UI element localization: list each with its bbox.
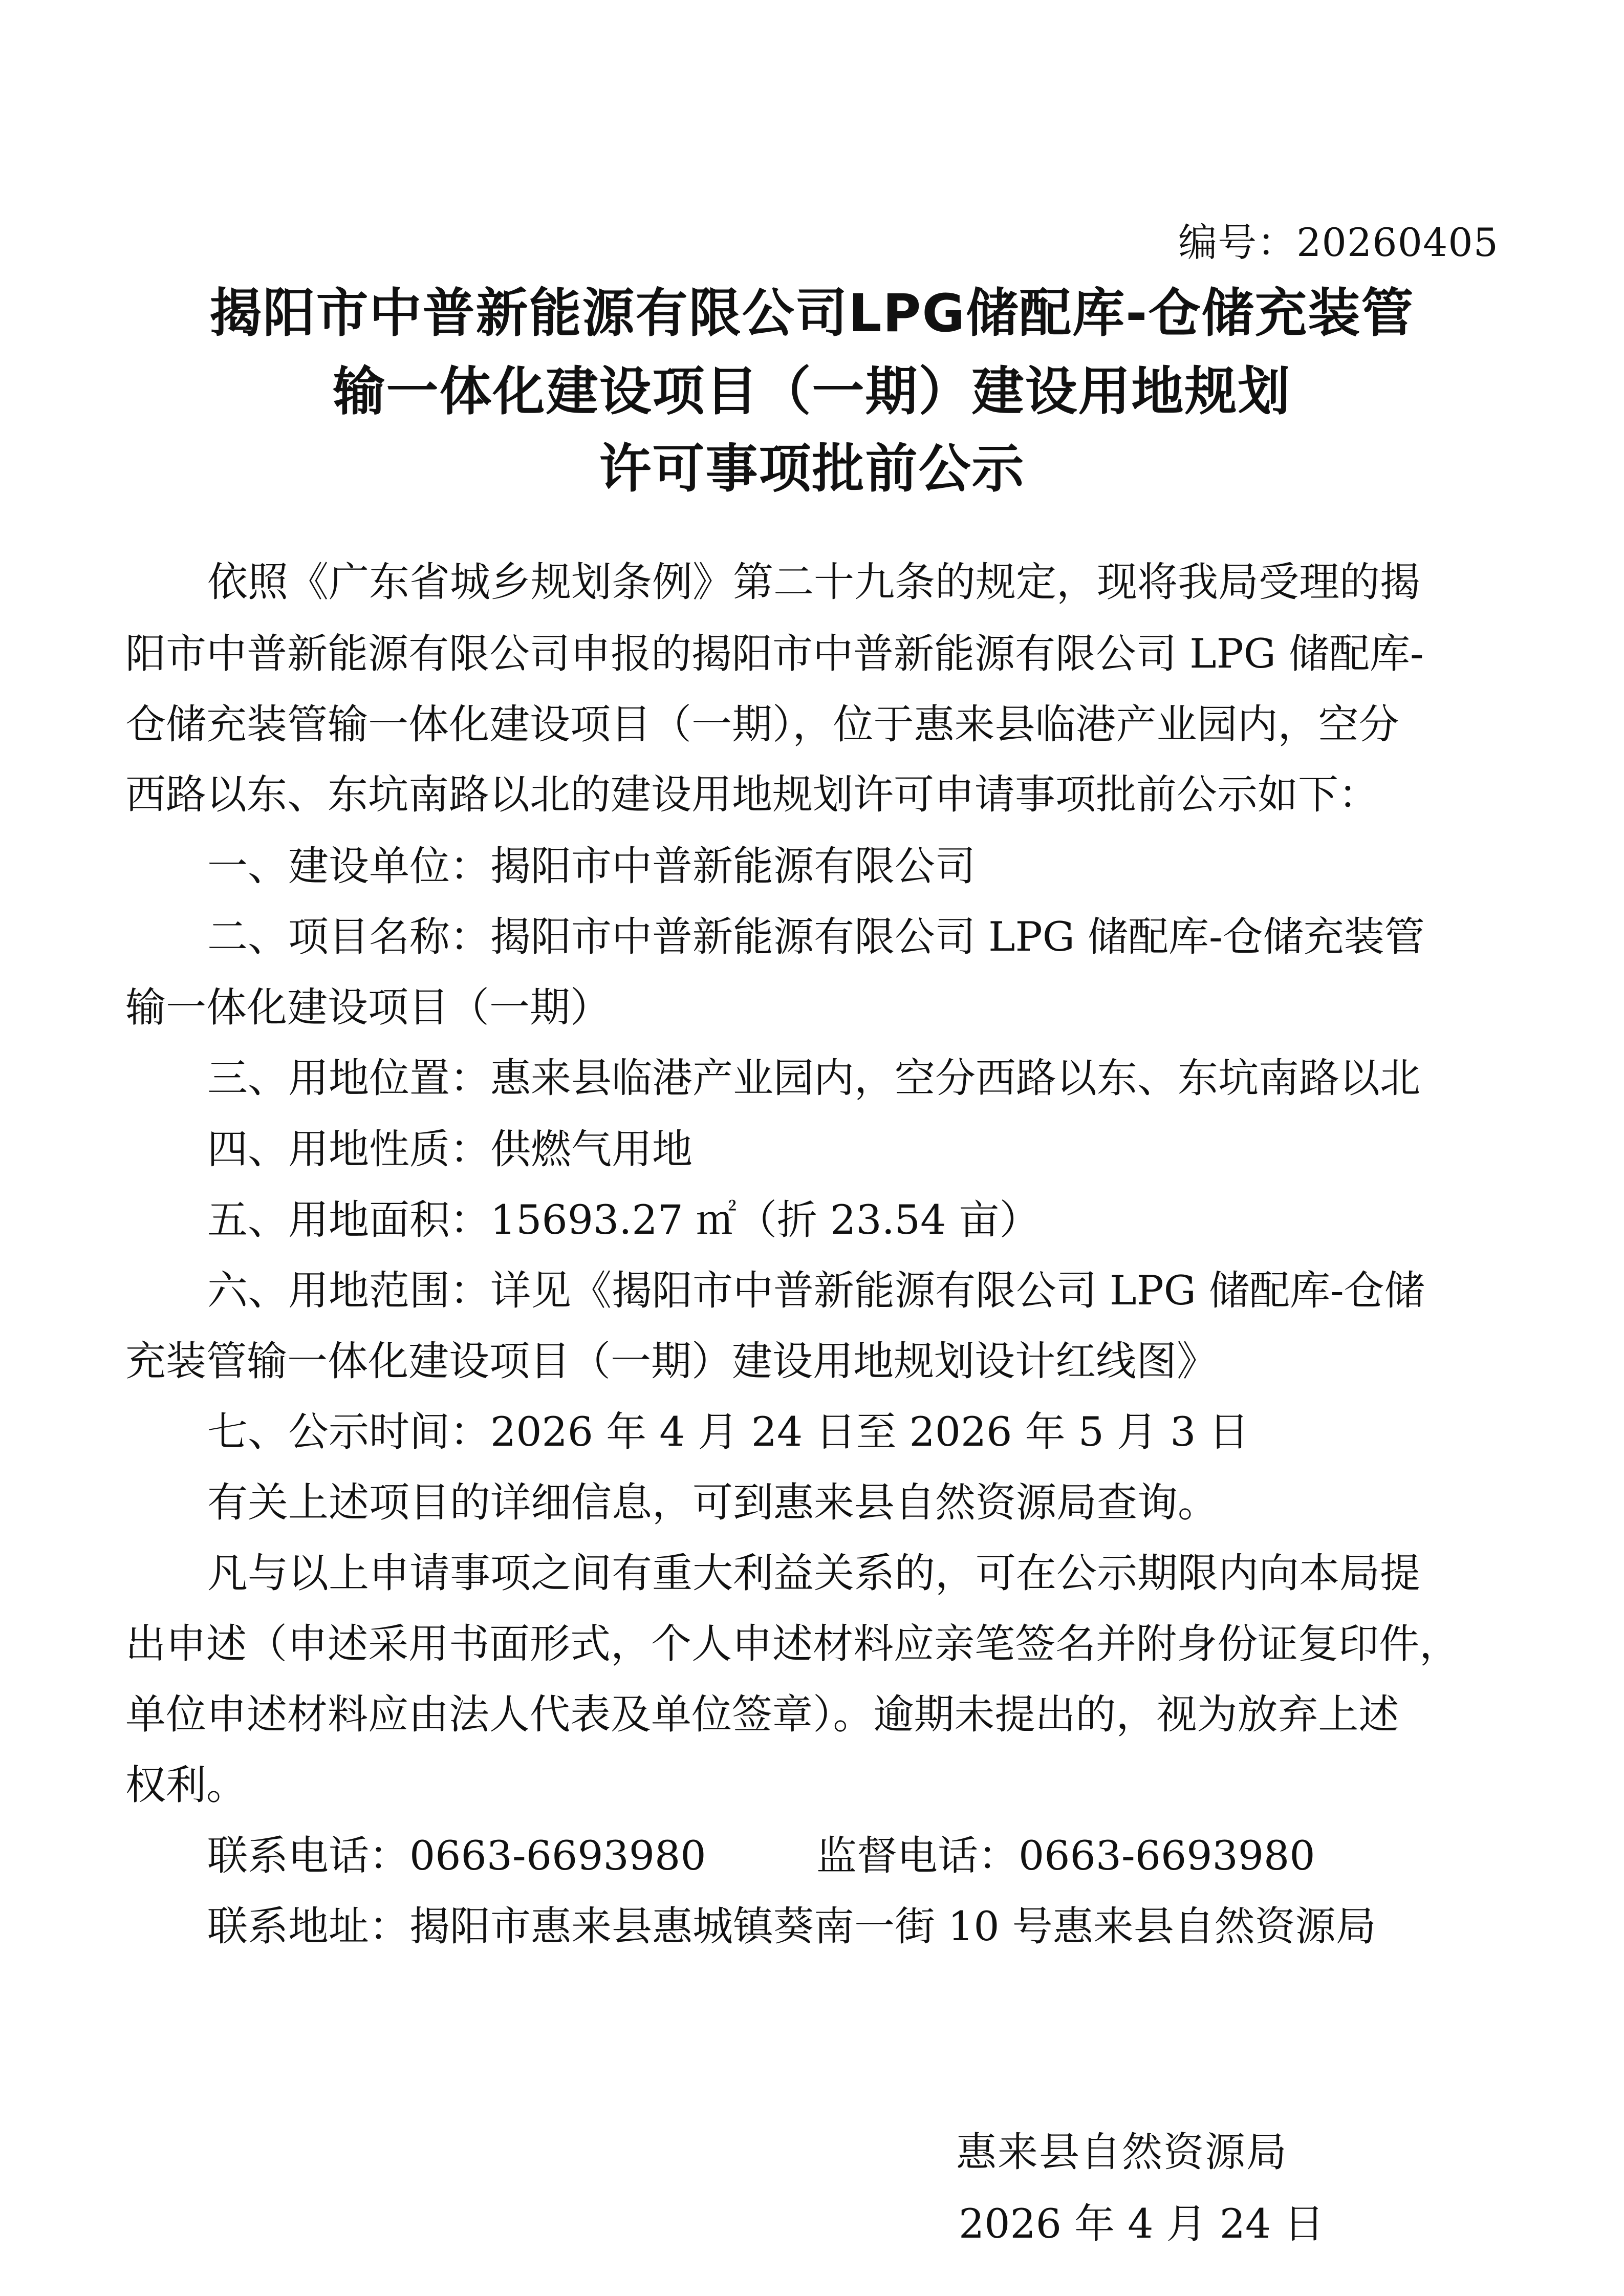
- appeal-paragraph-line-2: 出申述（申述采用书面形式，个人申述材料应亲笔签名并附身份证复印件，: [125, 1620, 1460, 1667]
- contact-phone-row: [207, 1832, 1315, 1879]
- intro-paragraph-line-4: 西路以东、东坑南路以北的建设用地规划许可申请事项批前公示如下：: [125, 771, 1379, 818]
- item-publicity-period: 七、公示时间：2026 年 4 月 24 日至 2026 年 5 月 3 日: [207, 1408, 1249, 1455]
- item-land-scope-line-1: 六、用地范围：详见《揭阳市中普新能源有限公司 LPG 储配库-仓储: [207, 1267, 1425, 1314]
- info-paragraph: 有关上述项目的详细信息，可到惠来县自然资源局查询。: [207, 1479, 1218, 1526]
- item-construction-unit: 一、建设单位：揭阳市中普新能源有限公司: [207, 843, 976, 890]
- item-project-name-line-1: 二、项目名称：揭阳市中普新能源有限公司 LPG 储配库-仓储充装管: [207, 913, 1425, 960]
- document-number: 编号：20260405: [1178, 220, 1499, 265]
- document-title-line-3: 许可事项批前公示: [599, 439, 1025, 500]
- item-land-area: 五、用地面积：15693.27 ㎡（折 23.54 亩）: [207, 1196, 1040, 1243]
- intro-paragraph-line-1: 依照《广东省城乡规划条例》第二十九条的规定，现将我局受理的揭: [207, 559, 1420, 606]
- contact-phone: 联系电话：0663-6693980: [207, 1832, 706, 1879]
- supervise-phone: 监督电话：0663-6693980: [816, 1832, 1315, 1879]
- appeal-paragraph-line-1: 凡与以上申请事项之间有重大利益关系的，可在公示期限内向本局提: [207, 1550, 1420, 1597]
- item-land-use-type: 四、用地性质：供燃气用地: [207, 1126, 692, 1173]
- issuing-authority: 惠来县自然资源局: [956, 2129, 1288, 2176]
- appeal-paragraph-line-4: 权利。: [125, 1762, 247, 1809]
- item-project-name-line-2: 输一体化建设项目（一期）: [125, 984, 611, 1031]
- item-land-scope-line-2: 充装管输一体化建设项目（一期）建设用地规划设计红线图》: [125, 1338, 1217, 1385]
- contact-address: 联系地址：揭阳市惠来县惠城镇葵南一街 10 号惠来县自然资源局: [207, 1903, 1376, 1950]
- document-title-line-1: 揭阳市中普新能源有限公司LPG储配库-仓储充装管: [209, 283, 1415, 344]
- document-title-line-2: 输一体化建设项目（一期）建设用地规划: [333, 361, 1291, 422]
- issue-date: 2026 年 4 月 24 日: [959, 2200, 1325, 2247]
- intro-paragraph-line-2: 阳市中普新能源有限公司申报的揭阳市中普新能源有限公司 LPG 储配库-: [125, 630, 1424, 677]
- intro-paragraph-line-3: 仓储充装管输一体化建设项目（一期），位于惠来县临港产业园内，空分: [125, 701, 1399, 748]
- item-land-location: 三、用地位置：惠来县临港产业园内，空分西路以东、东坑南路以北: [207, 1055, 1420, 1102]
- appeal-paragraph-line-3: 单位申述材料应由法人代表及单位签章）。逾期未提出的，视为放弃上述: [125, 1691, 1399, 1738]
